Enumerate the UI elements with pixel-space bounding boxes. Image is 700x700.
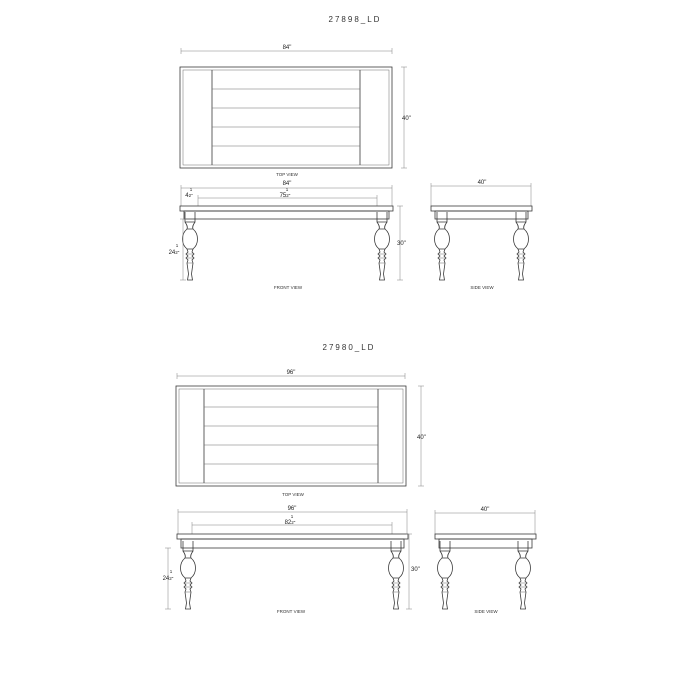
svg-text:1: 1: [175, 243, 179, 248]
drawing-code: 27980_LD: [322, 343, 376, 352]
front-width-dim: 84": [282, 181, 292, 187]
drawing-27980: [163, 343, 536, 614]
front-leg-dim: 242": [162, 576, 174, 582]
front-view: [169, 181, 406, 290]
front-height-dim: 30": [411, 567, 420, 573]
top-width-dim: 96": [286, 370, 296, 376]
top-view-label: TOP VIEW: [282, 492, 304, 497]
side-right-leg: [514, 212, 529, 280]
svg-text:1: 1: [189, 187, 193, 192]
side-right-leg: [516, 541, 531, 609]
side-view: [435, 507, 536, 614]
front-leg-dim: 242": [168, 250, 180, 256]
top-depth-dim: 40": [417, 435, 426, 441]
side-width-dim: 40": [477, 180, 487, 186]
top-view: [176, 370, 426, 497]
side-view-label: SIDE VIEW: [470, 285, 494, 290]
svg-text:1: 1: [290, 514, 294, 519]
top-view: [180, 45, 411, 177]
drawing-code: 27898_LD: [328, 15, 382, 24]
side-left-leg: [435, 212, 450, 280]
drawing-27898: [169, 15, 532, 290]
front-right-leg: [389, 541, 404, 609]
front-view-label: FRONT VIEW: [276, 609, 306, 614]
front-left-leg: [181, 541, 196, 609]
top-depth-dim: 40": [402, 116, 411, 122]
front-inner-dim: 752": [279, 193, 291, 199]
svg-text:1: 1: [285, 187, 289, 192]
front-right-leg: [375, 212, 390, 280]
side-width-dim: 40": [480, 507, 490, 513]
front-view-label: FRONT VIEW: [273, 285, 303, 290]
svg-text:1: 1: [169, 569, 173, 574]
top-width-dim: 84": [282, 45, 292, 51]
front-view: [163, 506, 420, 614]
side-left-leg: [438, 541, 453, 609]
top-view-label: TOP VIEW: [276, 172, 298, 177]
front-inner-dim: 822": [284, 520, 296, 526]
front-offset-dim: 42": [185, 193, 193, 199]
front-left-leg: [183, 212, 198, 280]
side-view-label: SIDE VIEW: [474, 609, 498, 614]
side-view: [431, 180, 532, 290]
front-height-dim: 30": [397, 241, 406, 247]
front-width-dim: 96": [287, 506, 297, 512]
